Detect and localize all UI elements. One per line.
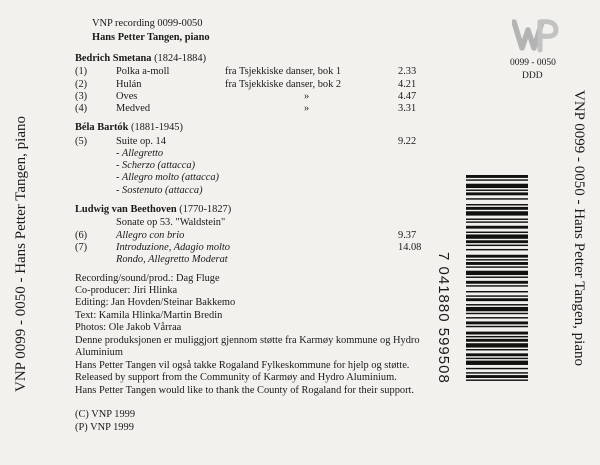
track-title: Oves <box>116 91 138 102</box>
barcode-bar <box>466 204 528 205</box>
barcode-bar <box>466 304 528 305</box>
movement: - Allegretto <box>116 148 164 159</box>
track-note: » <box>304 103 310 114</box>
barcode-bar <box>466 372 528 373</box>
track-number: (6) <box>75 230 88 241</box>
barcode-bar <box>466 298 528 301</box>
track-time: 3.31 <box>398 103 417 114</box>
track-note: » <box>304 91 310 102</box>
barcode-bar <box>466 343 528 347</box>
barcode-bar <box>466 192 528 195</box>
track-time: 9.22 <box>398 136 417 147</box>
track-note: fra Tsjekkiske danser, bok 1 <box>225 66 342 77</box>
track-title: Hulán <box>116 79 142 90</box>
barcode-icon <box>466 175 528 437</box>
barcode-bar <box>466 221 528 222</box>
barcode-bar <box>466 271 528 275</box>
barcode-bar <box>466 353 528 356</box>
barcode-bar <box>466 190 528 191</box>
track-time: 2.33 <box>398 66 417 77</box>
track-number: (4) <box>75 103 88 114</box>
track-title: Suite op. 14 <box>116 136 166 147</box>
credit-line: Text: Kamila Hlinka/Martin Bredin <box>75 310 223 321</box>
barcode-bar <box>466 349 528 350</box>
barcode-bar <box>466 245 528 246</box>
track-time: 14.08 <box>398 242 422 253</box>
track-title: Medved <box>116 103 151 114</box>
barcode-bar <box>466 219 528 220</box>
barcode-digits: 7 041880 599508 <box>435 252 452 384</box>
barcode-bar <box>466 313 528 314</box>
barcode-bar <box>466 281 528 284</box>
recording-number: VNP recording 0099-0050 <box>92 18 203 29</box>
barcode-bar <box>466 332 528 335</box>
barcode-bar <box>466 179 528 180</box>
barcode-bar <box>466 361 528 365</box>
track-time: 4.21 <box>398 79 417 90</box>
barcode-bar <box>466 198 528 199</box>
credit-line: Released by support from the Community of Karmøy and Hydro Aluminium. <box>75 372 397 383</box>
barcode-bar <box>466 336 528 337</box>
track-title: Allegro con brio <box>116 230 185 241</box>
credit-line: Co-producer: Jiri Hlinka <box>75 285 178 296</box>
movement: - Allegro molto (attacca) <box>116 172 220 183</box>
barcode-bar <box>466 262 528 265</box>
track-time: 9.37 <box>398 230 417 241</box>
artist-title: Hans Petter Tangen, piano <box>92 32 210 43</box>
movement: - Scherzo (attacca) <box>116 160 196 171</box>
credit-line: Hans Petter Tangen vil også takke Rogaland Fylkeskommune for hjelp og støtte. <box>75 360 410 371</box>
barcode-bar <box>466 295 528 296</box>
credit-line: Photos: Ole Jakob Vårraa <box>75 322 182 333</box>
copyright: (C) VNP 1999 <box>75 409 136 420</box>
barcode-bar <box>466 232 528 233</box>
barcode-bar <box>466 249 528 250</box>
credit-line: Hans Petter Tangen would like to thank the County of Rogaland for their support. <box>75 385 415 396</box>
wp-logo-icon <box>512 14 562 54</box>
track-title: Polka a-moll <box>116 66 170 77</box>
track-number: (1) <box>75 66 88 77</box>
credit-line: Aluminium <box>75 347 123 358</box>
barcode-bar <box>466 226 528 229</box>
barcode-bar <box>466 379 528 380</box>
track-time: 4.47 <box>398 91 417 102</box>
work-title: Sonate op 53. "Waldstein" <box>116 217 226 228</box>
spine-right: VNP 0099 - 0050 - Hans Petter Tangen, piano <box>571 90 587 366</box>
barcode-bar <box>466 317 528 318</box>
composer-heading: Ludwig van Beethoven (1770-1827) <box>75 204 232 215</box>
barcode-bar <box>466 339 528 342</box>
credit-line: Denne produksjonen er muliggjort gjennom støtte fra Karmøy kommune og Hydro <box>75 335 420 346</box>
catalog-number: 0099 - 0050 <box>510 58 556 68</box>
barcode-bar <box>466 266 528 267</box>
barcode-bar <box>466 211 528 215</box>
barcode-bar <box>466 375 528 378</box>
barcode-bar <box>466 307 528 311</box>
barcode-bar <box>466 240 528 243</box>
barcode-bar <box>466 277 528 278</box>
barcode-bar <box>466 234 528 238</box>
track-number: (3) <box>75 91 88 102</box>
barcode-bar <box>466 358 528 359</box>
movement: - Sostenuto (attacca) <box>116 185 203 196</box>
barcode-bar <box>466 175 528 178</box>
track-note: fra Tsjekkiske danser, bok 2 <box>225 79 342 90</box>
phonographic-copyright: (P) VNP 1999 <box>75 422 134 433</box>
barcode-bar <box>466 326 528 327</box>
movement: Rondo, Allegretto Moderat <box>116 254 228 265</box>
barcode-bar <box>466 368 528 369</box>
spine-left: VNP 0099 - 0050 - Hans Petter Tangen, piano <box>13 116 29 392</box>
barcode-bar <box>466 255 528 258</box>
barcode-bar <box>466 259 528 260</box>
credit-line: Editing: Jan Hovden/Steinar Bakkemo <box>75 297 236 308</box>
barcode-bar <box>466 291 528 292</box>
composer-heading: Bedrich Smetana (1824-1884) <box>75 53 207 64</box>
track-number: (5) <box>75 136 88 147</box>
barcode-bar <box>466 184 528 188</box>
track-number: (7) <box>75 242 88 253</box>
credit-line: Recording/sound/prod.: Dag Fluge <box>75 273 220 284</box>
composer-heading: Béla Bartók (1881-1945) <box>75 122 183 133</box>
track-title: Introduzione, Adagio molto <box>116 242 231 253</box>
barcode-bar <box>466 321 528 324</box>
format-code: DDD <box>522 71 543 81</box>
barcode-bar <box>466 207 528 210</box>
barcode-bar <box>466 285 528 286</box>
track-number: (2) <box>75 79 88 90</box>
